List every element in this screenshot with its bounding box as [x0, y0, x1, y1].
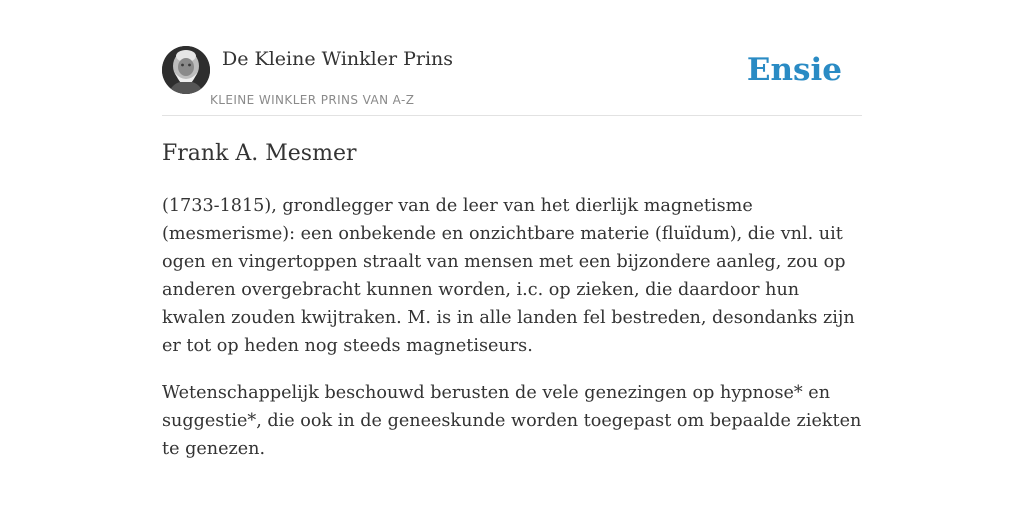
page — [162, 0, 862, 512]
article-body — [162, 192, 862, 482]
author-avatar[interactable] — [162, 46, 210, 94]
article-paragraph: (1733-1815), grondlegger van de leer van het dierlijk magnetisme (mesmerisme): een onbekende en onzichtbare materie (fluïdum), die vnl. uit ogen en vingertoppen straalt van mensen met een bijzondere aanleg, zou op anderen overgebracht kunnen worden, i.c. op zieken, die daardoor hun kwalen zouden kwijtraken. M. is in alle landen fel bestreden, desondanks zijn er tot op heden nog steeds magnetiseurs. — [162, 196, 855, 356]
author-name[interactable]: De Kleine Winkler Prins — [222, 48, 454, 70]
page-title: Frank A. Mesmer — [162, 141, 357, 166]
author-portrait-icon — [162, 46, 210, 94]
collection-subtitle[interactable]: KLEINE WINKLER PRINS VAN A-Z — [210, 93, 415, 107]
article-paragraph: Wetenschappelijk beschouwd berusten de vele genezingen op hypnose* en suggestie*, die ook in de geneeskunde worden toegepast om bepaalde ziekten te genezen. — [162, 383, 862, 459]
header — [162, 46, 862, 116]
brand-logo[interactable]: Ensie — [746, 52, 842, 88]
